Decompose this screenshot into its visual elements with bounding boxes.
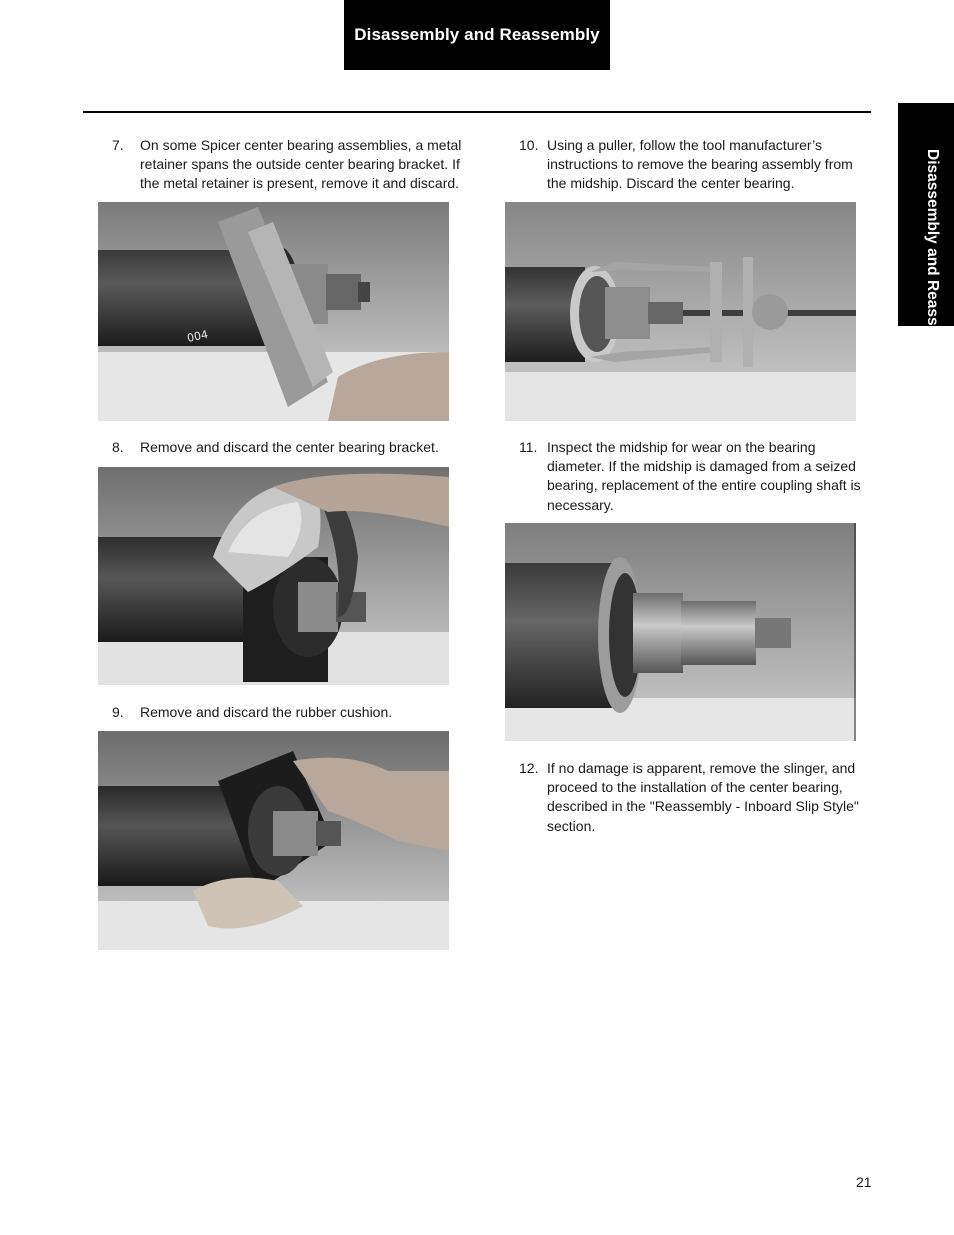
photo-step-8-bearing-bracket bbox=[98, 467, 449, 685]
photo-step-10-puller bbox=[505, 202, 856, 421]
step-text: Inspect the midship for wear on the bearing diameter. If the midship is damaged from a seized bearing, replacement of the entire coupling shaft is necessary. bbox=[547, 439, 861, 513]
step-number: 8. bbox=[112, 439, 124, 455]
side-section-tab bbox=[898, 103, 954, 371]
step-number: 12. bbox=[519, 760, 539, 776]
section-header-title: Disassembly and Reassembly bbox=[354, 25, 600, 44]
shaft-marking-text: 004 bbox=[185, 327, 210, 345]
step-text: Using a puller, follow the tool manufacturer’s instructions to remove the bearing assembly from the midship. Discard the center bearing. bbox=[547, 137, 853, 192]
step-number: 10. bbox=[519, 137, 539, 153]
step-number: 11. bbox=[519, 439, 538, 455]
page-number: 21 bbox=[856, 1174, 872, 1190]
photo-step-11-midship bbox=[505, 523, 856, 741]
photo-step-7-metal-retainer bbox=[98, 202, 449, 421]
side-tab-label: Disassembly and Reassembly bbox=[924, 149, 941, 371]
section-header-tab bbox=[344, 0, 610, 70]
step-number: 7. bbox=[112, 137, 124, 153]
step-text: Remove and discard the center bearing bracket. bbox=[140, 439, 439, 455]
step-text: On some Spicer center bearing assemblies, a metal retainer spans the outside center bearing bracket. If the metal retainer is present, remove it and discard. bbox=[140, 137, 462, 192]
step-number: 9. bbox=[112, 704, 124, 720]
header-rule bbox=[83, 111, 871, 113]
photo-step-9-rubber-cushion bbox=[98, 731, 449, 950]
step-text: Remove and discard the rubber cushion. bbox=[140, 704, 393, 720]
step-text: If no damage is apparent, remove the slinger, and proceed to the installation of the center bearing, described in the "Reassembly - Inboard Slip Style" section. bbox=[547, 760, 859, 834]
